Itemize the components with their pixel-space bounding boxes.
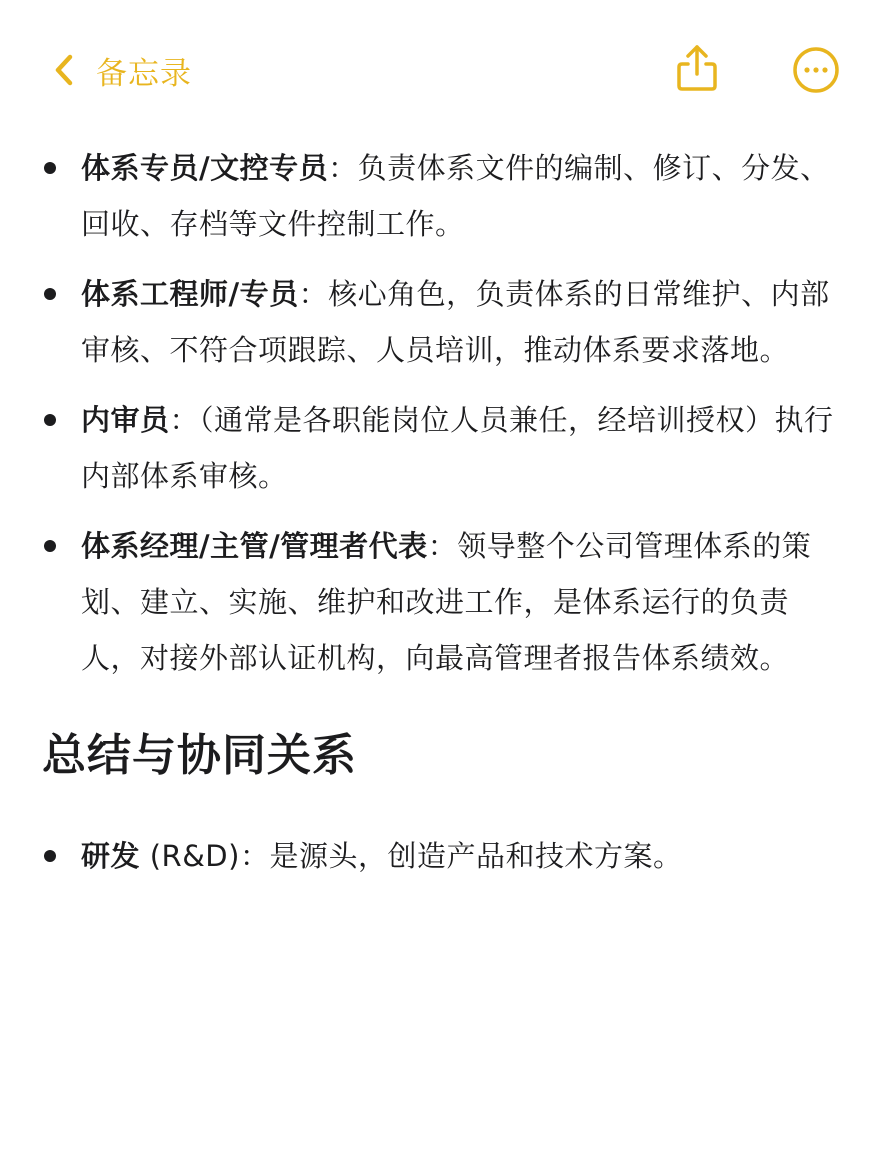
item-text: （通常是各职能岗位人员兼任，经培训授权）执行内部体系审核。: [81, 403, 834, 493]
item-text: 负责体系文件的编制、修订、分发、回收、存档等文件控制工作。: [81, 151, 830, 241]
bullet-icon: [44, 162, 56, 174]
navigation-bar: [0, 0, 880, 140]
more-icon[interactable]: [792, 46, 840, 94]
item-term-suffix: (R&D): [140, 839, 240, 873]
role-list: [0, 140, 880, 686]
chevron-left-icon: [48, 50, 82, 90]
list-item: [0, 392, 880, 504]
item-separator: ：: [169, 403, 200, 437]
back-button[interactable]: [48, 44, 192, 96]
item-text: 是源头，创造产品和技术方案。: [269, 839, 683, 873]
relation-list: [0, 828, 880, 884]
item-term: 体系专员/文控专员: [81, 151, 329, 185]
item-text: 核心角色，负责体系的日常维护、内部审核、不符合项跟踪、人员培训，推动体系要求落地。: [81, 277, 830, 367]
item-separator: ：: [328, 151, 358, 185]
share-icon[interactable]: [673, 42, 721, 94]
list-item: [0, 266, 880, 378]
item-separator: ：: [239, 839, 270, 873]
item-term: 内审员: [81, 403, 170, 437]
back-label: 备忘录: [96, 55, 192, 92]
item-term: 研发: [81, 839, 141, 873]
section-heading: 总结与协同关系: [42, 730, 357, 781]
item-text: 领导整个公司管理体系的策划、建立、实施、维护和改进工作，是体系运行的负责人，对接外部认证机构，向最高管理者报告体系绩效。: [81, 529, 812, 675]
item-term: 体系经理/主管/管理者代表: [81, 529, 428, 563]
item-term: 体系工程师/专员: [81, 277, 299, 311]
list-item: [0, 140, 880, 252]
item-separator: ：: [298, 277, 329, 311]
item-separator: ：: [427, 529, 458, 563]
list-item: [0, 518, 880, 686]
bullet-icon: [44, 540, 56, 552]
note-content[interactable]: [0, 140, 880, 898]
list-item: [0, 828, 880, 884]
bullet-icon: [44, 414, 56, 426]
bullet-icon: [44, 288, 56, 300]
bullet-icon: [44, 850, 56, 862]
